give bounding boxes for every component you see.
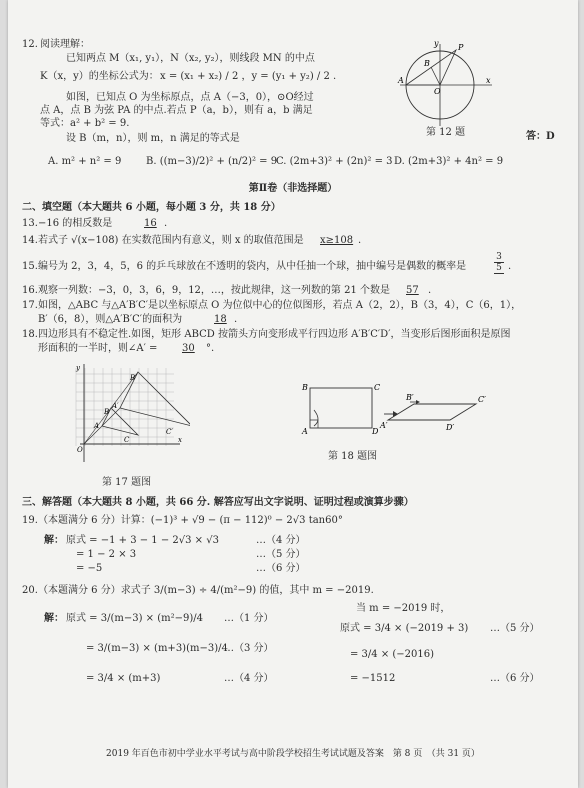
q14-answer: x≥108 (320, 235, 354, 246)
q12-line1: 已知两点 M（x₁, y₁），N（x₂, y₂），则线段 MN 的中点 (66, 53, 315, 64)
q17-end: . (234, 314, 238, 325)
q19-points1: …（4 分） (256, 535, 306, 546)
part2-title: 第Ⅱ卷（非选择题） (248, 183, 338, 194)
page-footer: 2019 年百色市初中学业水平考试与高中阶段学校招生考试试题及答案 第 8 页 （共 31 页） (106, 749, 480, 759)
q18-figure-caption: 第 18 题图 (328, 451, 378, 462)
fig17-label-cp: C′ (166, 428, 173, 436)
fig17-label-x: x (178, 436, 182, 444)
fig12-label-a: A (398, 76, 404, 85)
fig12-label-b: B (424, 59, 430, 68)
q19-step1: 原式 = −1 + 3 − 1 − 2√3 × √3 (66, 535, 219, 546)
q13-answer: 16 (144, 218, 157, 229)
q20-right-points2: …（6 分） (490, 673, 540, 684)
q12-figure-caption: 第 12 题 (426, 127, 466, 138)
fig18-label-a: A (302, 427, 308, 436)
q20-text: （本题满分 6 分）求式子 3/(m−3) ÷ 4/(m²−9) 的值，其中 m = −2019. (38, 585, 374, 596)
q12-option-b: B. ((m−3)/2)² + (n/2)² = 9 (146, 156, 278, 167)
q16-end: . (428, 285, 432, 296)
q19-solution-label: 解： (44, 535, 64, 546)
q16-answer: 57 (406, 285, 419, 296)
q12-option-a: A. m² + n² = 9 (48, 156, 122, 167)
fig18-label-b: B (302, 383, 308, 392)
q20-right-points1: …（5 分） (490, 623, 540, 634)
q17-answer: 18 (214, 314, 227, 325)
q12-figure (396, 38, 496, 130)
q14-number: 14. (22, 235, 38, 246)
section2-title: 二、填空题（本大题共 6 小题，每小题 3 分，共 18 分） (22, 202, 281, 213)
q18-line1: 四边形具有不稳定性.如图，矩形 ABCD 按箭头方向变形成平行四边形 A′B′C′D′，当变形后图形面积是原图 (38, 329, 511, 340)
q15-answer-numerator: 3 (494, 252, 504, 263)
q20-right-intro: 当 m = −2019 时， (356, 603, 451, 614)
q16-number: 16. (22, 285, 38, 296)
fig18-label-dp: D′ (446, 423, 455, 432)
q12-answer: 答：D (526, 131, 555, 142)
fig17-label-o: O (77, 446, 83, 454)
q14-text: 若式子 √(x−108) 在实数范围内有意义，则 x 的取值范围是 (38, 235, 304, 246)
fig18-label-bp: B′ (406, 393, 414, 402)
q18-number: 18. (22, 329, 38, 340)
q12-option-d: D. (2m+3)² + 4n² = 9 (394, 156, 504, 167)
fig17-label-b: B (104, 408, 110, 416)
q17-figure (66, 362, 190, 466)
q18-answer: 30 (182, 343, 195, 354)
q20-right-step2: = 3/4 × (−2016) (350, 649, 435, 660)
fig18-label-d: D (372, 427, 379, 436)
q15-answer-denominator: 5 (494, 263, 504, 274)
fig17-label-c: C (124, 436, 130, 444)
exam-page (8, 0, 578, 788)
fig18-label-ap: A′ (380, 421, 388, 430)
fig12-label-y: y (434, 39, 439, 48)
q12-number: 12. (22, 39, 38, 50)
q19-points2: …（5 分） (256, 549, 306, 560)
q15-text: 编号为 2，3，4，5，6 的乒乓球放在不透明的袋内，从中任抽一个球，抽中编号是偶数的概率是 (38, 261, 467, 272)
q20-step1: 原式 = 3/(m−3) × (m²−9)/4 (66, 613, 203, 624)
q12-line5: 等式：a² + b² = 9. (40, 118, 130, 129)
q12-line6: 设 B（m，n），则 m，n 满足的等式是 (66, 133, 240, 144)
q12-option-c: C. (2m+3)² + (2n)² = 3 (276, 156, 393, 167)
q18-figure (292, 380, 492, 442)
q19-number: 19. (22, 515, 38, 526)
q13-text: −16 的相反数是 (38, 218, 113, 229)
q12-line2a: K（x，y）的坐标公式为： (40, 71, 159, 82)
q20-points1: …（1 分） (224, 613, 274, 624)
q20-points2: …（3 分） (224, 643, 274, 654)
q19-step2: = 1 − 2 × 3 (76, 549, 137, 560)
q20-step2: = 3/(m−3) × (m+3)(m−3)/4 (86, 643, 228, 654)
q20-right-step1: 原式 = 3/4 × (−2019 + 3) (340, 623, 469, 634)
fig18-label-cp: C′ (478, 395, 486, 404)
q17-figure-caption: 第 17 题图 (102, 477, 152, 488)
q14-end: . (358, 235, 362, 246)
fig12-label-p: P (458, 43, 464, 52)
q16-text: 观察一列数：−3，0，3，6，9，12，…，按此规律，这一列数的第 21 个数是 (38, 285, 390, 296)
q17-line1: 如图，△ABC 与△A′B′C′是以坐标原点 O 为位似中心的位似图形，若点 A（2，2），B（3，4），C（6，1）， (38, 300, 522, 311)
q15-number: 15. (22, 261, 38, 272)
q12-line4: 点 A，点 B 为弦 PA 的中点.若点 P（a，b），则有 a，b 满足 (40, 105, 313, 116)
q17-line2: B′（6，8），则△A′B′C′的面积为 (38, 314, 183, 325)
q13-number: 13. (22, 218, 38, 229)
q19-points3: …（6 分） (256, 563, 306, 574)
fig17-label-ap: A′ (112, 402, 119, 410)
q18-line2: 形面积的一半时，则∠A′ = (38, 343, 158, 354)
q17-number: 17. (22, 300, 38, 311)
q13-end: . (164, 218, 168, 229)
q20-step3: = 3/4 × (m+3) (86, 673, 161, 684)
q12-formula: x = (x₁ + x₂) / 2 ，y = (y₁ + y₂) / 2 . (160, 71, 337, 82)
q19-text: （本题满分 6 分）计算：(−1)³ + √9 − (π − 112)⁰ − 2√3 tan60° (38, 515, 343, 526)
q12-title: 阅读理解： (40, 39, 90, 50)
q20-right-step3: = −1512 (350, 673, 396, 684)
fig17-label-y: y (76, 364, 80, 372)
q18-end: °. (206, 343, 215, 354)
section3-title: 三、解答题（本大题共 8 小题，共 66 分. 解答应写出文字说明、证明过程或演算步骤） (22, 497, 414, 508)
fig12-label-o: O (434, 87, 441, 96)
q20-number: 20. (22, 585, 38, 596)
fig17-label-bp: B′ (130, 374, 137, 382)
q15-end: . (508, 261, 512, 272)
fig18-label-c: C (374, 383, 381, 392)
q20-solution-label: 解： (44, 613, 64, 624)
fig12-label-x: x (486, 76, 491, 85)
q20-points3: …（4 分） (224, 673, 274, 684)
q12-line3: 如图，已知点 O 为坐标原点，点 A（−3，0），⊙O经过 (66, 92, 314, 103)
q19-step3: = −5 (76, 563, 103, 574)
fig17-label-a: A (94, 422, 100, 430)
